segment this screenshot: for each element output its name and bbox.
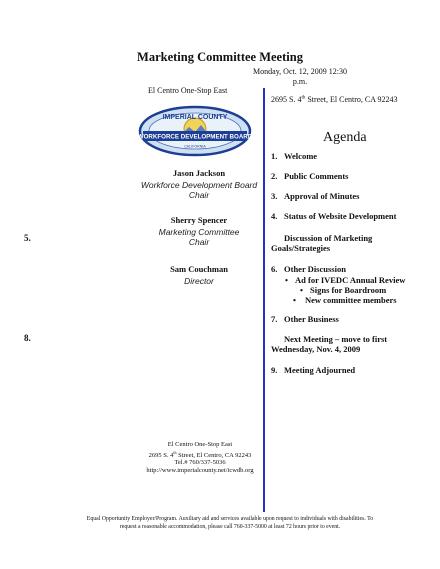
imperial-county-logo — [137, 105, 253, 157]
time-suffix: p.m. — [292, 77, 308, 86]
footer-street: 2695 S. 4th Street, El Centro, CA 92243 — [148, 449, 252, 459]
agenda-item: 7. Other Business — [271, 314, 339, 324]
person-role: Workforce Development Board — [140, 180, 258, 190]
person-name: Sherry Spencer — [170, 215, 228, 225]
agenda-subitem: • Signs for Boardroom — [300, 285, 387, 295]
agenda-item: 2. Public Comments — [271, 171, 349, 181]
logo-top-text: IMPERIAL COUNTY — [162, 114, 228, 121]
agenda-title: Agenda — [323, 130, 367, 145]
eeo-statement: Equal Opportunity Employer/Program. Auxiliary aid and services available upon request to individuals with disabilities. To request a reasonable accommodation, please call 760-337-5000 at least 72 hours prior to event. — [86, 516, 374, 530]
person-jason-jackson — [140, 168, 258, 200]
margin-number-8: 8. — [24, 333, 31, 343]
agenda-subitem: • New committee members — [293, 295, 397, 305]
person-name: Sam Couchman — [170, 264, 228, 274]
date-line: Monday, Oct. 12, 2009 12:30 — [253, 67, 347, 76]
person-role: Chair — [188, 237, 210, 247]
agenda-item: Next Meeting – move to first Wednesday, Nov. 4, 2009 — [271, 334, 388, 354]
person-sam-couchman — [140, 264, 258, 286]
person-sherry-spencer — [140, 215, 258, 247]
agenda-item: 6. Other Discussion — [271, 264, 346, 274]
logo-sub-text: CALIFORNIA — [184, 144, 206, 149]
location-name: El Centro One-Stop East — [148, 86, 228, 95]
footer-website: http://www.imperialcounty.net/icwdb.org — [146, 466, 254, 474]
footer-location: El Centro One-Stop East — [167, 441, 233, 448]
agenda-item: 9. Meeting Adjourned — [271, 365, 356, 375]
location-address: 2695 S. 4th Street, El Centro, CA 92243 — [271, 95, 398, 104]
agenda-item: 4. Status of Website Development — [271, 211, 397, 221]
agenda-item: 1. Welcome — [271, 151, 318, 161]
person-name: Jason Jackson — [172, 168, 226, 178]
meeting-datetime — [200, 67, 400, 87]
margin-number-5: 5. — [24, 233, 31, 243]
footer-address — [120, 441, 280, 475]
meeting-title: Marketing Committee Meeting — [137, 50, 303, 64]
footer-phone: Tel.# 760/337-5036 — [174, 459, 226, 467]
person-role: Director — [184, 276, 214, 286]
person-role: Chair — [188, 190, 210, 200]
agenda-item: 3. Approval of Minutes — [271, 191, 360, 201]
logo-ribbon-text: WORKFORCE DEVELOPMENT BOARD — [137, 133, 253, 141]
agenda-item: Discussion of Marketing Goals/Strategies — [271, 233, 373, 253]
person-role: Marketing Committee — [158, 227, 240, 237]
agenda-subitem: • Ad for IVEDC Annual Review — [285, 275, 406, 285]
